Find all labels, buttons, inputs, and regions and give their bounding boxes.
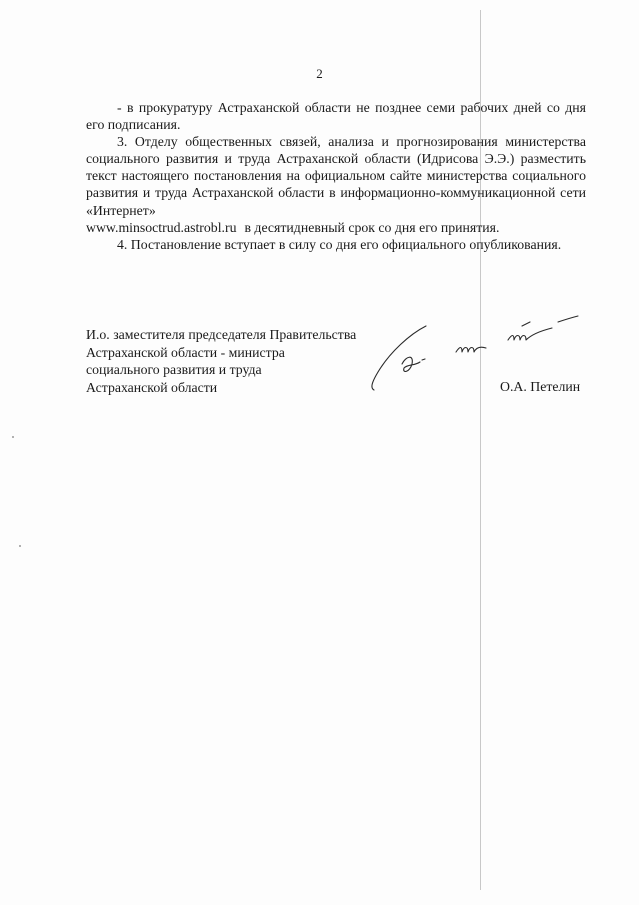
paragraph-4: 4. Постановление вступает в силу со дня его официального опубликования.: [117, 236, 562, 252]
scan-speck: [19, 545, 21, 547]
signatory-line-2: Астраханской области - министра: [86, 344, 285, 360]
paragraph-3-website-line: [86, 219, 586, 236]
paragraph-3-tail: в десятидневный срок со дня его принятия.: [244, 219, 500, 235]
signatory-line-4: Астраханской области: [86, 379, 218, 395]
signatory-name: О.А. Петелин: [500, 379, 581, 394]
page-number: 2: [316, 66, 323, 81]
document-body: [86, 99, 586, 253]
signatory-line-1: И.о. заместителя председателя Правительства: [86, 327, 357, 342]
signatory-position: [86, 326, 356, 396]
paragraph-prosecutor: - в прокуратуру Астраханской области не позднее семи рабочих дней со дня его подписания.: [86, 100, 586, 133]
signatory-line-3: социального развития и труда: [86, 362, 262, 378]
paragraph-3: [86, 133, 586, 218]
paragraph-3-text: 3. Отделу общественных связей, анализа и прогнозирования министерства социального развития и труда Астраханской области (Идрисова Э.Э.) разместить текст настоящего постановления на официальном сайте министерства социального развития и труда Астраханской области в информационно-коммуникационной сети «Интернет»: [86, 134, 586, 218]
scan-speck: [12, 436, 14, 438]
website-url: www.minsoctrud.astrobl.ru: [86, 219, 237, 235]
